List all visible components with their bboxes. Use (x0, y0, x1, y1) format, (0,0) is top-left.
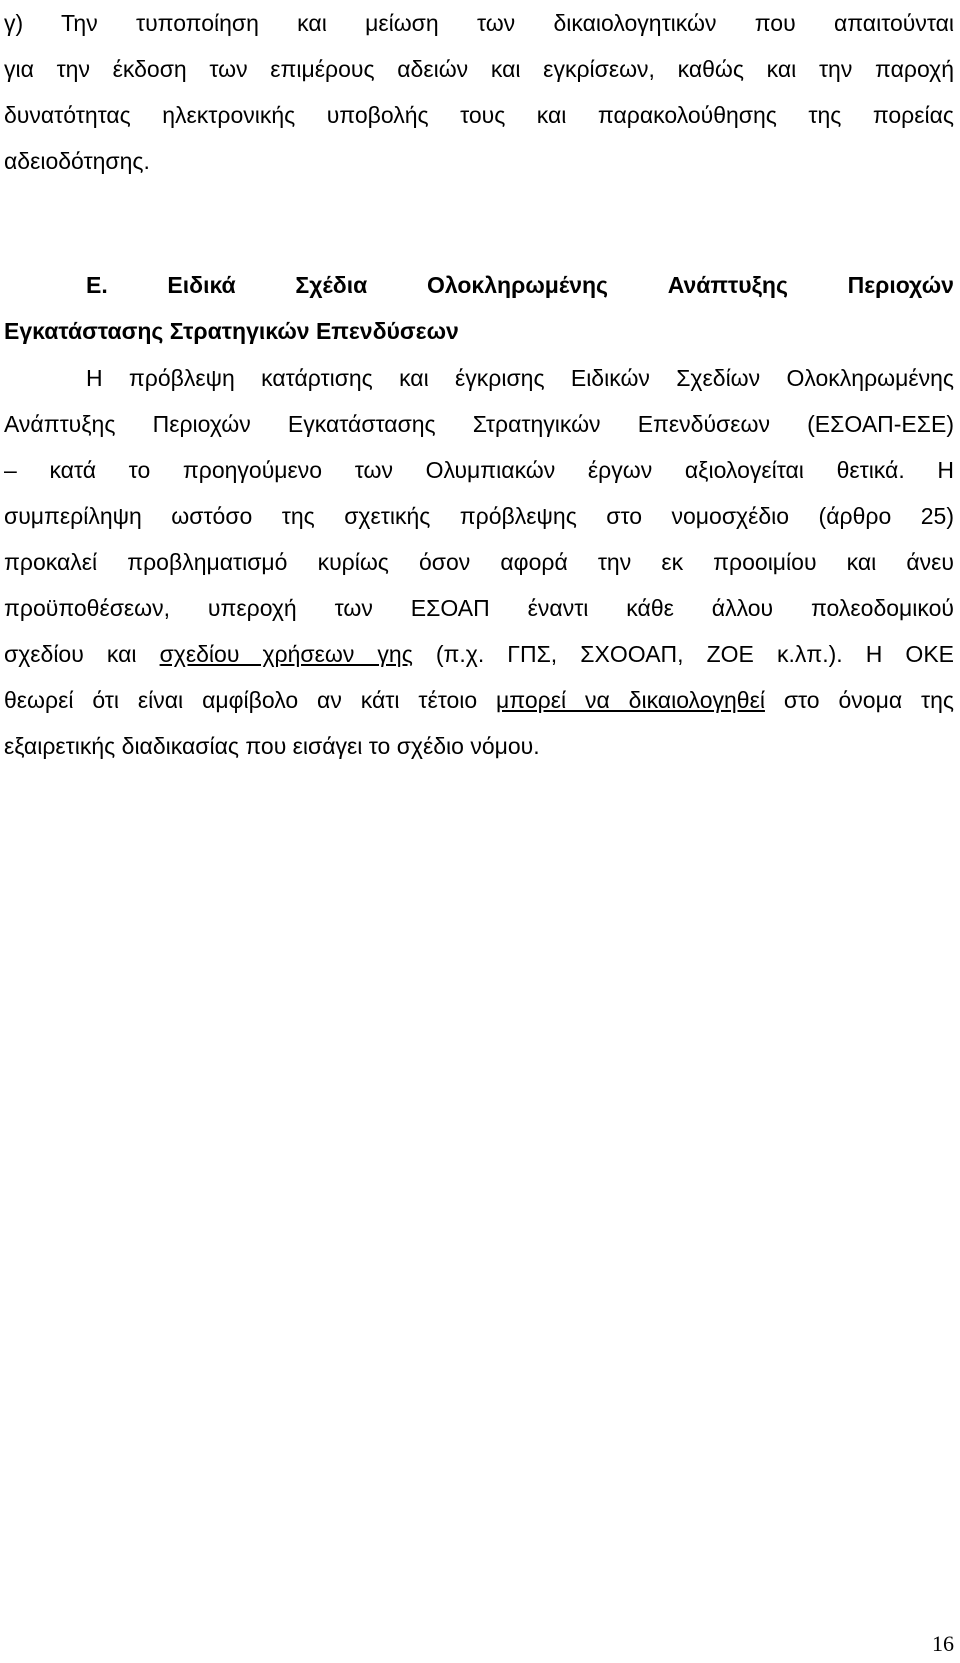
page-number: 16 (932, 1631, 954, 1656)
underlined-phrase: μπορεί να δικαιολογηθεί (496, 687, 765, 713)
paragraph-g-line-2: για την έκδοση των επιμέρους αδειών και εγκρίσεων, καθώς και την παροχή (4, 56, 954, 82)
section-e-heading (4, 262, 954, 354)
body-paragraph (4, 355, 954, 769)
body-line-1: Η πρόβλεψη κατάρτισης και έγκρισης Ειδικών Σχεδίων Ολοκληρωμένης (86, 365, 954, 391)
body-line-7: σχεδίου και σχεδίου χρήσεων γης (π.χ. ΓΠΣ, ΣΧΟΟΑΠ, ΖΟΕ κ.λπ.). Η ΟΚΕ (4, 641, 954, 667)
underlined-phrase: σχεδίου χρήσεων γης (159, 641, 413, 667)
body-line-2: Ανάπτυξης Περιοχών Εγκατάστασης Στρατηγικών Επενδύσεων (ΕΣΟΑΠ-ΕΣΕ) (4, 411, 954, 437)
heading-word: Ανάπτυξης (667, 272, 788, 298)
section-e-heading-line-1 (4, 262, 954, 308)
heading-word: Ολοκληρωμένης (426, 272, 609, 298)
body-line-9: εξαιρετικής διαδικασίας που εισάγει το σχέδιο νόμου. (4, 733, 540, 759)
body-line-4: συμπερίληψη ωστόσο της σχετικής πρόβλεψης στο νομοσχέδιο (άρθρο 25) (4, 503, 954, 529)
heading-word: Ειδικά (167, 272, 236, 298)
body-line-3: – κατά το προηγούμενο των Ολυμπιακών έργων αξιολογείται θετικά. Η (4, 457, 954, 483)
heading-word: Ε. (86, 272, 108, 298)
body-line-8: θεωρεί ότι είναι αμφίβολο αν κάτι τέτοιο μπορεί να δικαιολογηθεί στο όνομα της (4, 687, 954, 713)
paragraph-g-line-4: αδειοδότησης. (4, 148, 150, 174)
body-line-6: προϋποθέσεων, υπεροχή των ΕΣΟΑΠ έναντι κάθε άλλου πολεοδομικού (4, 595, 954, 621)
paragraph-g-line-1: γ) Την τυποποίηση και μείωση των δικαιολογητικών που απαιτούνται (4, 10, 954, 36)
section-e-heading-line-2: Εγκατάστασης Στρατηγικών Επενδύσεων (4, 318, 459, 344)
paragraph-g-line-3: δυνατότητας ηλεκτρονικής υποβολής τους και παρακολούθησης της πορείας (4, 102, 954, 128)
heading-word: Σχέδια (295, 272, 368, 298)
heading-word: Περιοχών (847, 272, 954, 298)
paragraph-g (4, 0, 954, 184)
body-line-5: προκαλεί προβληματισμό κυρίως όσον αφορά την εκ προοιμίου και άνευ (4, 549, 954, 575)
